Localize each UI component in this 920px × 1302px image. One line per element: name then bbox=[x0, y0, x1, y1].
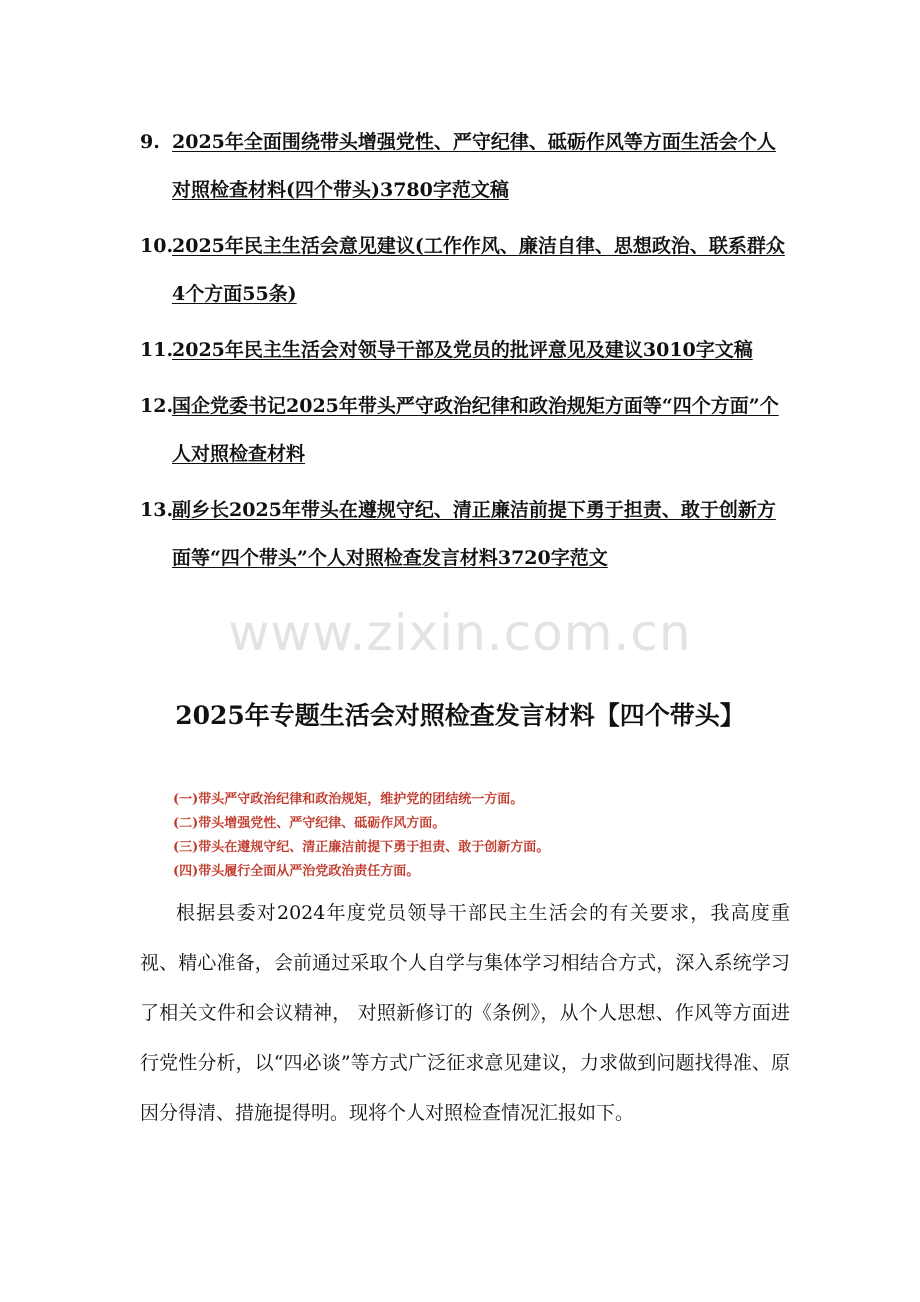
toc-item-number: 11. bbox=[140, 339, 174, 361]
toc-item-number: 12. bbox=[140, 395, 174, 417]
toc-item bbox=[140, 326, 790, 374]
toc-item bbox=[140, 118, 790, 214]
document-title: 2025年专题生活会对照检查发言材料【四个带头】 bbox=[175, 701, 745, 730]
toc-item-link[interactable]: 国企党委书记2025年带头严守政治纪律和政治规矩方面等“四个方面”个人对照检查材料 bbox=[172, 395, 779, 465]
toc-item-link[interactable]: 副乡长2025年带头在遵规守纪、清正廉洁前提下勇于担责、敢于创新方面等“四个带头”个人对照检查发言材料3720字范文 bbox=[172, 499, 776, 569]
toc-item-link[interactable]: 2025年民主生活会对领导干部及党员的批评意见及建议3010字文稿 bbox=[172, 339, 753, 361]
aspect-item: (一)带头严守政治纪律和政治规矩，维护党的团结统一方面。 bbox=[173, 792, 524, 807]
toc-item bbox=[140, 222, 790, 318]
toc-item bbox=[140, 382, 790, 478]
toc-item-number: 9. bbox=[140, 131, 160, 153]
watermark: www.zixin.com.cn bbox=[228, 604, 692, 662]
toc-item-link[interactable]: 2025年民主生活会意见建议(工作作风、廉洁自律、思想政治、联系群众4个方面55条) bbox=[172, 235, 785, 305]
toc-item bbox=[140, 486, 790, 582]
aspect-item: (四)带头履行全面从严治党政治责任方面。 bbox=[173, 864, 420, 879]
aspect-item: (二)带头增强党性、严守纪律、砥砺作风方面。 bbox=[173, 816, 446, 831]
body-paragraph: 根据县委对2024年度党员领导干部民主生活会的有关要求，我高度重视、精心准备，会前通过采取个人自学与集体学习相结合方式，深入系统学习了相关文件和会议精神， 对照新修订的《条例》，从个人思想、作风等方面进行党性分析，以“四必谈”等方式广泛征求意见建议，力求做到问题找得准、原因分得清、措施提得明。现将个人对照检查情况汇报如下。 bbox=[140, 902, 790, 1124]
aspect-list bbox=[173, 788, 773, 884]
toc-item-number: 10. bbox=[140, 235, 174, 257]
aspect-item: (三)带头在遵规守纪、清正廉洁前提下勇于担责、敢于创新方面。 bbox=[173, 840, 550, 855]
toc-list bbox=[140, 118, 790, 590]
toc-item-link[interactable]: 2025年全面围绕带头增强党性、严守纪律、砥砺作风等方面生活会个人对照检查材料(四个带头)3780字范文稿 bbox=[172, 131, 776, 201]
toc-item-number: 13. bbox=[140, 499, 174, 521]
